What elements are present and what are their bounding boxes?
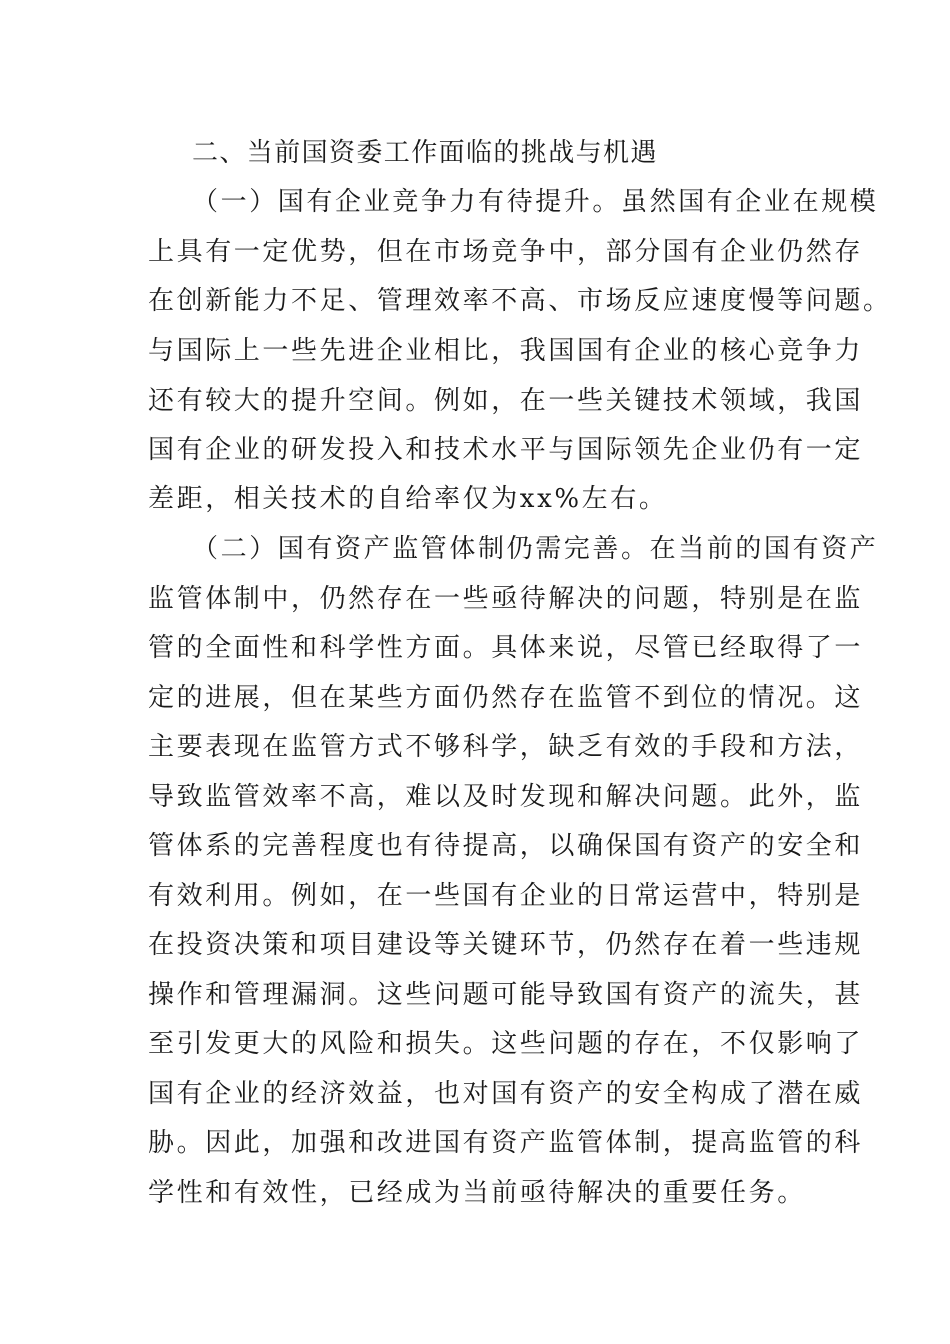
paragraph-line: 上具有一定优势，但在市场竞争中，部分国有企业仍然存 [148,237,864,267]
paragraph-line: 在投资决策和项目建设等关键环节，仍然存在着一些违规 [148,930,864,960]
paragraph-line: 差距，相关技术的自给率仅为xx%左右。 [148,484,668,514]
paragraph-line: （二）国有资产监管体制仍需完善。在当前的国有资产 [192,534,879,564]
paragraph-line: 学性和有效性，已经成为当前亟待解决的重要任务。 [148,1178,806,1208]
paragraph-line: 监管体制中，仍然存在一些亟待解决的问题，特别是在监 [148,584,864,614]
paragraph-line: 有效利用。例如，在一些国有企业的日常运营中，特别是 [148,881,864,911]
paragraph-line: 胁。因此，加强和改进国有资产监管体制，提高监管的科 [148,1128,864,1158]
paragraph-line: 导致监管效率不高，难以及时发现和解决问题。此外，监 [148,782,864,812]
paragraph-line: 主要表现在监管方式不够科学，缺乏有效的手段和方法， [148,732,864,762]
paragraph-line: 与国际上一些先进企业相比，我国国有企业的核心竞争力 [148,336,864,366]
paragraph-line: 管体系的完善程度也有待提高，以确保国有资产的安全和 [148,831,864,861]
paragraph-line: 还有较大的提升空间。例如，在一些关键技术领域，我国 [148,386,864,416]
paragraph-line: （一）国有企业竞争力有待提升。虽然国有企业在规模 [192,187,879,217]
paragraph-line: 定的进展，但在某些方面仍然存在监管不到位的情况。这 [148,683,864,713]
paragraph-line: 在创新能力不足、管理效率不高、市场反应速度慢等问题。 [148,286,892,316]
paragraph-line: 国有企业的研发投入和技术水平与国际领先企业仍有一定 [148,435,864,465]
section-heading: 二、当前国资委工作面临的挑战与机遇 [192,138,658,168]
paragraph-line: 管的全面性和科学性方面。具体来说，尽管已经取得了一 [148,633,864,663]
paragraph-line: 至引发更大的风险和损失。这些问题的存在，不仅影响了 [148,1029,864,1059]
paragraph-line: 操作和管理漏洞。这些问题可能导致国有资产的流失，甚 [148,980,864,1010]
paragraph-line: 国有企业的经济效益，也对国有资产的安全构成了潜在威 [148,1079,864,1109]
